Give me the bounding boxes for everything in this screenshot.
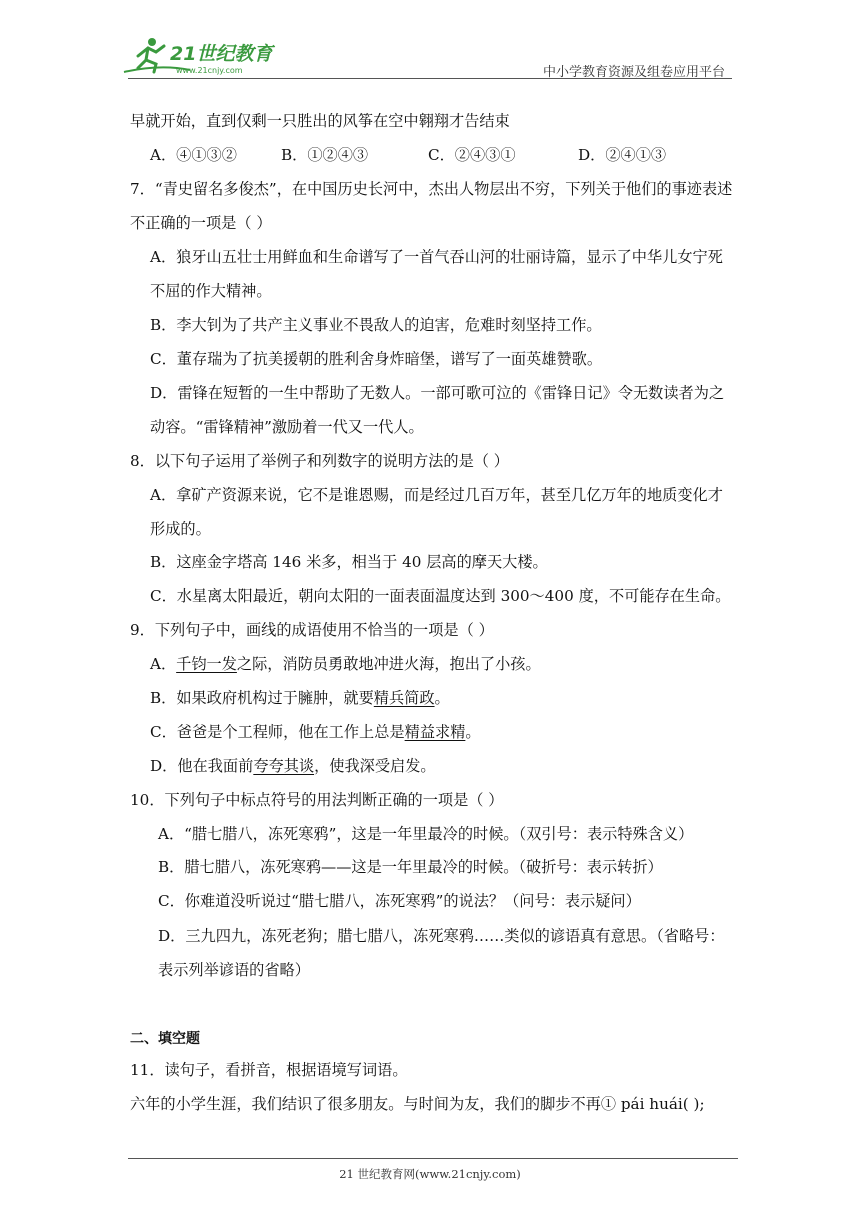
option-text: C．爸爸是个工程师，他在工作上总是 — [150, 723, 405, 741]
q6-tail-text: 早就开始，直到仅剩一只胜出的风筝在空中翱翔才告结束 — [130, 112, 510, 130]
q10-option-d: D．三九四九，冻死老狗；腊七腊八，冻死寒鸦……类似的谚语真有意思。（省略号： — [158, 927, 725, 945]
option-text: D．他在我面前 — [150, 757, 254, 775]
underlined-idiom: 千钧一发 — [176, 655, 237, 673]
q8-option-b: B．这座金字塔高 146 米多，相当于 40 层高的摩天大楼。 — [150, 553, 548, 571]
q7-stem-cont: 不正确的一项是（ ） — [130, 214, 272, 232]
q7-option-b: B．李大钊为了共产主义事业不畏敌人的迫害，危难时刻坚持工作。 — [150, 316, 602, 334]
q9-option-c — [150, 722, 481, 742]
option-label: A． — [150, 655, 177, 673]
q6-option-b: B．①②④③ — [281, 146, 369, 164]
logo-text: 21世纪教育 — [170, 43, 273, 65]
q9-option-a — [150, 654, 541, 674]
q8-option-a: A．拿矿产资源来说，它不是谁恩赐，而是经过几百万年，甚至几亿万年的地质变化才 — [150, 486, 723, 504]
q7-option-a-cont: 不屈的作大精神。 — [150, 282, 272, 300]
q6-option-d: D．②④①③ — [578, 146, 667, 164]
q9-option-d — [150, 756, 436, 776]
q7-option-c: C．董存瑞为了抗美援朝的胜利舍身炸暗堡，谱写了一面英雄赞歌。 — [150, 350, 603, 368]
q7-stem: 7．“青史留名多俊杰”，在中国历史长河中，杰出人物层出不穷，下列关于他们的事迹表述 — [130, 180, 733, 198]
underlined-idiom: 夸夸其谈 — [253, 757, 315, 775]
option-text: ，使我深受启发。 — [314, 757, 436, 775]
site-logo — [120, 34, 290, 78]
footer-divider — [128, 1158, 738, 1159]
logo-url: www.21cnjy.com — [176, 66, 243, 75]
q7-option-d-cont: 动容。“雷锋精神”激励着一代又一代人。 — [150, 418, 424, 436]
underlined-idiom: 精益求精 — [404, 723, 466, 741]
q10-stem: 10．下列句子中标点符号的用法判断正确的一项是（ ） — [130, 791, 504, 809]
q10-option-b: B．腊七腊八，冻死寒鸦——这是一年里最冷的时候。（破折号：表示转折） — [158, 858, 663, 876]
underlined-idiom: 精兵简政 — [373, 689, 435, 707]
section-title: 二、填空题 — [130, 1031, 200, 1047]
q11-text: 六年的小学生涯，我们结识了很多朋友。与时间为友，我们的脚步不再① pái huái( ); — [130, 1095, 705, 1113]
option-text: 之际，消防员勇敢地冲进火海，抱出了小孩。 — [236, 655, 541, 673]
q7-option-d: D．雷锋在短暂的一生中帮助了无数人。一部可歌可泣的《雷锋日记》令无数读者为之 — [150, 384, 725, 402]
footer-source: 21 世纪教育网(www.21cnjy.com) — [339, 1167, 521, 1181]
q9-option-b — [150, 688, 450, 708]
q10-option-c: C．你难道没听说过“腊七腊八，冻死寒鸦”的说法？（问号：表示疑问） — [158, 892, 641, 910]
q8-option-a-cont: 形成的。 — [150, 520, 211, 538]
q9-stem: 9．下列句子中，画线的成语使用不恰当的一项是（ ） — [130, 621, 494, 639]
q11-stem: 11．读句子，看拼音，根据语境写词语。 — [130, 1061, 408, 1079]
q8-stem: 8．以下句子运用了举例子和列数字的说明方法的是（ ） — [130, 452, 509, 470]
option-text: 。 — [434, 689, 450, 707]
q8-option-c: C．水星离太阳最近，朝向太阳的一面表面温度达到 300～400 度，不可能存在生命。 — [150, 587, 731, 605]
option-text: 。 — [465, 723, 481, 741]
platform-title: 中小学教育资源及组卷应用平台 — [542, 65, 725, 80]
q6-option-c: C．②④③① — [428, 146, 516, 164]
q10-option-d-cont: 表示列举谚语的省略） — [158, 961, 310, 979]
q6-option-a: A．④①③② — [150, 146, 237, 164]
header-divider — [128, 78, 732, 79]
q7-option-a: A．狼牙山五壮士用鲜血和生命谱写了一首气吞山河的壮丽诗篇，显示了中华儿女宁死 — [150, 248, 723, 266]
q10-option-a: A．“腊七腊八，冻死寒鸦”，这是一年里最冷的时候。（双引号：表示特殊含义） — [158, 825, 694, 843]
option-text: B．如果政府机构过于臃肿，就要 — [150, 689, 374, 707]
